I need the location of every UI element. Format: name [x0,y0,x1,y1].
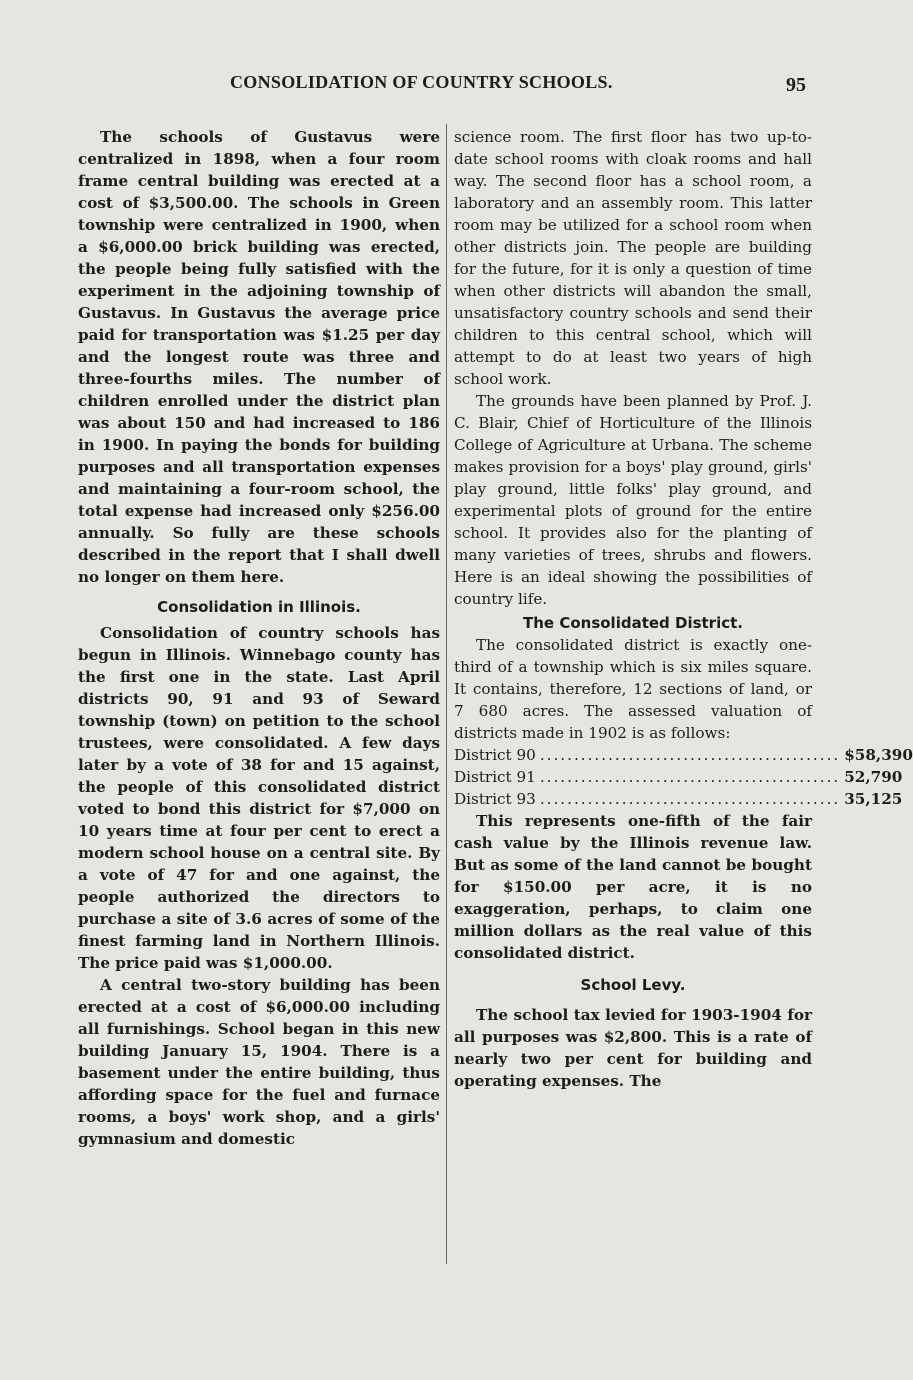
leader-dots: ............................................ [539,790,841,808]
valuation-table [454,744,913,810]
right-paragraph-1: science room. The first floor has two up-to-date school rooms with cloak rooms and hall way. The second floor has a school room, a laboratory and an assembly room. This latter room may be utilized for a school room when other districts join. The people are building for the future, for it is only a question of time when other districts will abandon the small, unsatisfactory country schools and send their children to this central school, which will attempt to do at least two years of high school work. [454,128,812,388]
section-heading-consolidation-illinois: Consolidation in Illinois. [157,598,361,616]
district-label: District 93 [454,790,536,808]
left-paragraph-3: A central two-story building has been erected at a cost of $6,000.00 including all furnishings. School began in this new building January 15, 1904. There is a basement under the entire building, thus affording space for the fuel and furnace rooms, a boys' work shop, and a girls' gymnasium and domestic [78,976,440,1148]
column-divider [446,124,447,1264]
right-paragraph-2: The grounds have been planned by Prof. J. C. Blair, Chief of Horticulture of the Illinois College of Agriculture at Urbana. The scheme makes provision for a boys' play ground, girls' play ground, little folks' play ground, and experimental plots of ground for the entire school. It provides also for the planting of many varieties of trees, shrubs and flowers. Here is an ideal showing the possibilities of country life. [454,392,812,608]
section-heading-school-levy: School Levy. [580,976,686,994]
table-row [454,766,903,788]
district-label: District 90 [454,746,536,764]
right-paragraph-5: The school tax levied for 1903-1904 for all purposes was $2,800. This is a rate of nearly two per cent for building and operating expenses. The [454,1006,812,1090]
district-label: District 91 [454,768,536,786]
section-heading-consolidated-district: The Consolidated District. [523,614,743,632]
right-paragraph-3: The consolidated district is exactly one-third of a township which is six miles square. It contains, therefore, 12 sections of land, or 7 680 acres. The assessed valuation of districts made in 1902 is as follows: [454,636,812,742]
running-head: CONSOLIDATION OF COUNTRY SCHOOLS. [230,72,613,92]
left-paragraph-1: The schools of Gustavus were centralized in 1898, when a four room frame central building was erected at a cost of $3,500.00. The schools in Green township were centralized in 1900, when a $6,000.00 brick building was erected, the people being fully satisfied with the experiment in the adjoining township of Gustavus. In Gustavus the average price paid for transportation was $1.25 per day and the longest route was three and three-fourths miles. The number of children enrolled under the district plan was about 150 and had increased to 186 in 1900. In paying the bonds for building purposes and all transportation expenses and maintaining a four-room school, the total expense had increased only $256.00 annually. So fully are these schools described in the report that I shall dwell no longer on them here. [78,128,440,586]
table-row [454,788,903,810]
page-header [0,70,908,110]
leader-dots: ............................................ [539,746,841,764]
right-column [454,126,913,1092]
district-value: $58,390 [844,746,913,764]
page-number: 95 [786,74,806,96]
right-paragraph-4: This represents one-fifth of the fair cash value by the Illinois revenue law. But as some of the land cannot be bought for $150.00 per acre, it is no exaggeration, perhaps, to claim one million dollars as the real value of this consolidated district. [454,812,812,962]
leader-dots: ............................................ [539,768,841,786]
district-value: 35,125 [844,790,903,808]
left-column [78,126,440,1150]
district-value: 52,790 [844,768,903,786]
left-paragraph-2: Consolidation of country schools has begun in Illinois. Winnebago county has the first one in the state. Last April districts 90, 91 and 93 of Seward township (town) on petition to the school trustees, were consolidated. A few days later by a vote of 38 for and 15 against, the people of this consolidated district voted to bond this district for $7,000 on 10 years time at four per cent to erect a modern school house on a central site. By a vote of 47 for and one against, the people authorized the directors to purchase a site of 3.6 acres of some of the finest farming land in Northern Illinois. The price paid was $1,000.00. [78,624,440,972]
table-row [454,744,913,766]
